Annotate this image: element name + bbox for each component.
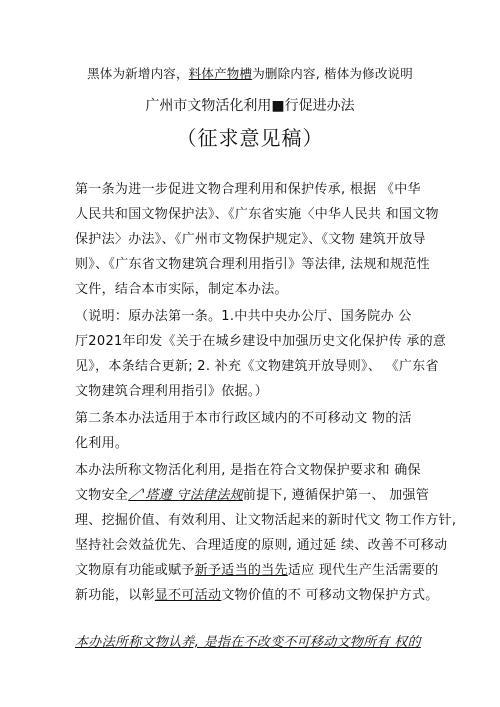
explanation-line: （说明：原办法第一条。1.中共中央办公厅、国务院办 公 <box>75 309 412 324</box>
explanation-line: 厅2021年印发《关于在城乡建设中加强历史文化保护传 承的意 <box>75 334 447 349</box>
paragraph-line: 理、挖掘价值、有效利用、让文物活起来的新时代文 物工作方针, <box>75 513 457 528</box>
paragraph-line: 则》、《广东省文物建筑合理利用指引》等法律, 法规和规范性 <box>75 257 430 272</box>
line-part: 前提下, 遵循保护第一、 加强管 <box>242 488 430 503</box>
explanation-line: 见》，本条结合更新; 2. 补充《文物建筑开放导则》、 《广东省 <box>75 359 439 374</box>
paragraph-line <box>75 584 439 603</box>
paragraph-line <box>75 559 439 578</box>
paragraph-line: 坚持社会效益优先、合理适度的原则, 通过延 续、改善不可移动 <box>75 538 448 553</box>
modified-text: 本办法所称文物认养, 是指在不改变不可移动文物所有 权的 <box>75 635 421 650</box>
header-note-part3: 为删除内容, 楷体为修改说明 <box>252 66 413 81</box>
line-part: 文物原有功能或赋予 <box>75 563 195 578</box>
header-note <box>0 64 500 82</box>
paragraph-line: 化利用。 <box>75 436 129 451</box>
header-note-part1: 黑体为新增内容， <box>87 66 189 81</box>
paragraph-line: 第二条本办法适用于本市行政区域内的不可移动文 物的活 <box>75 411 412 426</box>
modified-text: 新予适当的当先 <box>194 563 288 578</box>
explanation-line: 文物建筑合理利用指引》依据。） <box>75 384 269 399</box>
line-part: 新功能，以彰 <box>75 588 155 603</box>
paragraph-line: 人民共和国文物保护法》、《广东省实施〈中华人民共 和国文物 <box>75 207 439 222</box>
line-part: 适应 现代生产生活需要的 <box>287 563 439 578</box>
document-subtitle: （征求意见稿） <box>176 126 324 150</box>
line-part: 文物安全 <box>75 488 129 503</box>
italic-paragraph-line <box>75 631 421 650</box>
modified-text: ／'塔遵 守法律法规 <box>128 488 243 503</box>
modified-text: 显不可活动 <box>154 588 222 603</box>
paragraph-line: 本办法所称文物活化利用, 是指在符合文物保护要求和 确保 <box>75 463 421 478</box>
paragraph-line: 保护法〉办法》、《广州市文物保护规定》、《文物 建筑开放导 <box>75 232 426 247</box>
paragraph-line: 文件，结合本市实际，制定本办法。 <box>75 282 288 297</box>
line-part: 文物价值的不 可移动文物保护方式。 <box>221 588 439 603</box>
header-note-deleted-sample: 料体产物槽 <box>188 66 253 81</box>
paragraph-line <box>75 484 429 503</box>
paragraph-line: 第一条为进一步促进文物合理利用和保护传承, 根据 《中华 <box>75 182 421 197</box>
document-title: 广州市文物活化利用■行促进办法 <box>145 98 355 114</box>
